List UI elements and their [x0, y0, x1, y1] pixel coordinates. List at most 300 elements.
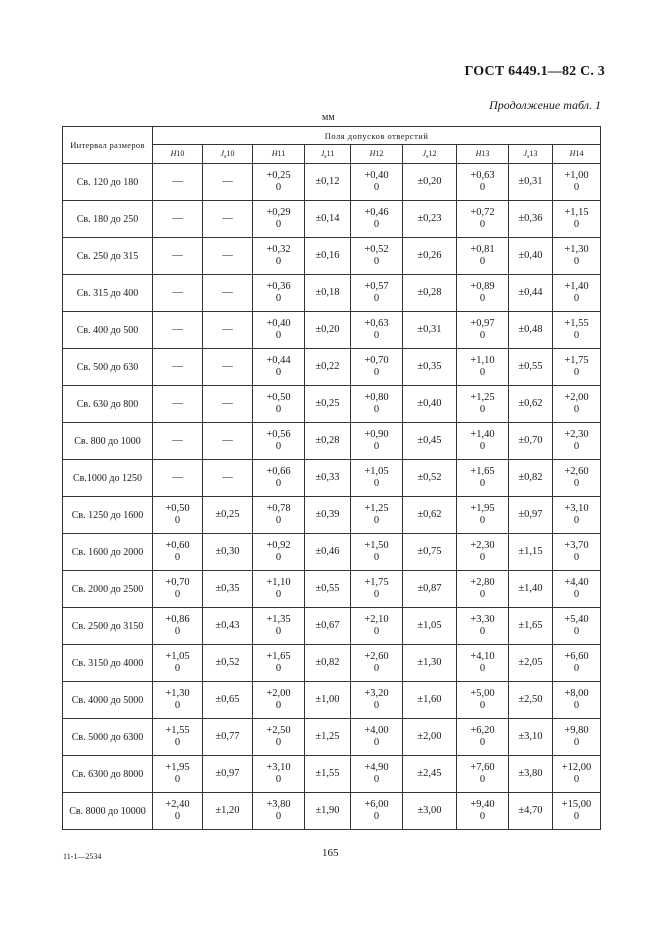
size-range-cell: Св. 800 до 1000 [63, 423, 153, 460]
deviation-cell [305, 312, 351, 349]
deviation-cell [253, 645, 305, 682]
lower-deviation: 0 [573, 663, 580, 674]
deviation-cell [509, 386, 553, 423]
deviation-cell [203, 312, 253, 349]
deviation-cell [553, 349, 601, 386]
lower-deviation: 0 [573, 811, 580, 822]
lower-deviation: 0 [275, 478, 282, 489]
lower-deviation: 0 [373, 700, 380, 711]
lower-deviation: 0 [373, 367, 380, 378]
deviation-cell [305, 534, 351, 571]
table-row [63, 756, 601, 793]
table-row [63, 682, 601, 719]
deviation-cell [153, 719, 203, 756]
upper-deviation: +1,65 [266, 651, 291, 662]
upper-deviation: — [222, 213, 233, 224]
deviation-cell [203, 682, 253, 719]
lower-deviation: 0 [275, 663, 282, 674]
size-range-cell: Св. 2000 до 2500 [63, 571, 153, 608]
lower-deviation: 0 [275, 589, 282, 600]
deviation-cell [153, 275, 203, 312]
lower-deviation: 0 [479, 515, 486, 526]
upper-deviation: — [172, 361, 183, 372]
lower-deviation: 0 [373, 737, 380, 748]
upper-deviation: +0,70 [165, 577, 190, 588]
lower-deviation: 0 [174, 663, 181, 674]
lower-deviation: 0 [373, 293, 380, 304]
deviation-cell [153, 756, 203, 793]
lower-deviation: 0 [275, 404, 282, 415]
upper-deviation: +0,57 [364, 281, 389, 292]
upper-deviation: +0,63 [364, 318, 389, 329]
deviation-cell [509, 349, 553, 386]
upper-deviation: +3,70 [564, 540, 589, 551]
lower-deviation: 0 [275, 700, 282, 711]
deviation-cell [305, 460, 351, 497]
deviation-cell [403, 460, 457, 497]
deviation-cell [253, 164, 305, 201]
upper-deviation: +8,00 [564, 688, 589, 699]
deviation-cell [305, 719, 351, 756]
upper-deviation: +0,89 [470, 281, 495, 292]
deviation-cell [203, 460, 253, 497]
upper-deviation: +1,30 [564, 244, 589, 255]
upper-deviation: +0,44 [266, 355, 291, 366]
upper-deviation: +1,50 [364, 540, 389, 551]
deviation-cell [553, 164, 601, 201]
lower-deviation: 0 [275, 293, 282, 304]
deviation-cell [509, 423, 553, 460]
deviation-cell [457, 312, 509, 349]
upper-deviation: ±1,25 [315, 731, 340, 742]
upper-deviation: ±0,25 [215, 509, 240, 520]
lower-deviation: 0 [573, 330, 580, 341]
deviation-cell [403, 349, 457, 386]
deviation-cell [457, 386, 509, 423]
table-row [63, 423, 601, 460]
lower-deviation: 0 [479, 737, 486, 748]
deviation-cell [509, 682, 553, 719]
upper-deviation: ±0,52 [417, 472, 442, 483]
upper-deviation: +3,30 [470, 614, 495, 625]
deviation-cell [553, 756, 601, 793]
deviation-cell [403, 201, 457, 238]
upper-deviation: ±0,40 [518, 250, 543, 261]
deviation-cell [153, 164, 203, 201]
column-grade: 11 [277, 148, 286, 158]
deviation-cell [509, 756, 553, 793]
upper-deviation: ±0,39 [315, 509, 340, 520]
upper-deviation: ±0,36 [518, 213, 543, 224]
upper-deviation: — [222, 324, 233, 335]
tolerance-column-header [253, 145, 305, 164]
upper-deviation: ±0,28 [417, 287, 442, 298]
lower-deviation: 0 [373, 404, 380, 415]
column-grade: 11 [326, 148, 335, 158]
deviation-cell [553, 460, 601, 497]
upper-deviation: +2,00 [266, 688, 291, 699]
upper-deviation: +0,66 [266, 466, 291, 477]
deviation-cell [153, 386, 203, 423]
deviation-cell [153, 201, 203, 238]
deviation-cell [553, 423, 601, 460]
size-range-cell: Св. 630 до 800 [63, 386, 153, 423]
deviation-cell [203, 164, 253, 201]
upper-deviation: ±0,48 [518, 324, 543, 335]
tolerance-column-header [553, 145, 601, 164]
upper-deviation: +0,97 [470, 318, 495, 329]
upper-deviation: +5,00 [470, 688, 495, 699]
upper-deviation: ±0,31 [518, 176, 543, 187]
size-range-cell: Св. 250 до 315 [63, 238, 153, 275]
upper-deviation: — [172, 287, 183, 298]
range-column-header: Интервал размеров [63, 127, 153, 164]
upper-deviation: +0,25 [266, 170, 291, 181]
upper-deviation: ±0,14 [315, 213, 340, 224]
size-range-cell: Св. 6300 до 8000 [63, 756, 153, 793]
deviation-cell [253, 534, 305, 571]
upper-deviation: ±0,87 [417, 583, 442, 594]
upper-deviation: +0,70 [364, 355, 389, 366]
deviation-cell [457, 201, 509, 238]
upper-deviation: ±4,70 [518, 805, 543, 816]
upper-deviation: — [222, 176, 233, 187]
upper-deviation: +2,10 [364, 614, 389, 625]
upper-deviation: +0,40 [266, 318, 291, 329]
size-range-cell: Св. 1250 до 1600 [63, 497, 153, 534]
lower-deviation: 0 [174, 700, 181, 711]
upper-deviation: +9,80 [564, 725, 589, 736]
lower-deviation: 0 [479, 441, 486, 452]
upper-deviation: +1,40 [564, 281, 589, 292]
upper-deviation: ±0,97 [518, 509, 543, 520]
upper-deviation: +0,63 [470, 170, 495, 181]
table-row [63, 275, 601, 312]
deviation-cell [457, 460, 509, 497]
deviation-cell [509, 793, 553, 830]
table-head [63, 127, 601, 164]
deviation-cell [253, 682, 305, 719]
deviation-cell [351, 793, 403, 830]
lower-deviation: 0 [275, 737, 282, 748]
lower-deviation: 0 [373, 219, 380, 230]
deviation-cell [509, 608, 553, 645]
deviation-cell [305, 275, 351, 312]
deviation-cell [153, 349, 203, 386]
column-grade: 14 [575, 148, 584, 158]
upper-deviation: +0,78 [266, 503, 291, 514]
lower-deviation: 0 [573, 589, 580, 600]
size-range-cell: Св. 315 до 400 [63, 275, 153, 312]
size-range-cell: Св.1000 до 1250 [63, 460, 153, 497]
deviation-cell [553, 386, 601, 423]
column-letter: H [475, 148, 482, 158]
deviation-cell [203, 497, 253, 534]
upper-deviation: — [222, 398, 233, 409]
upper-deviation: +0,32 [266, 244, 291, 255]
lower-deviation: 0 [275, 515, 282, 526]
table-row [63, 608, 601, 645]
deviation-cell [153, 497, 203, 534]
table-row [63, 201, 601, 238]
upper-deviation: +2,30 [564, 429, 589, 440]
deviation-cell [553, 682, 601, 719]
upper-deviation: +0,90 [364, 429, 389, 440]
upper-deviation: — [222, 472, 233, 483]
deviation-cell [305, 608, 351, 645]
upper-deviation: +1,05 [165, 651, 190, 662]
deviation-cell [153, 682, 203, 719]
upper-deviation: ±3,80 [518, 768, 543, 779]
upper-deviation: +0,40 [364, 170, 389, 181]
deviation-cell [457, 534, 509, 571]
upper-deviation: ±0,97 [215, 768, 240, 779]
size-range-cell: Св. 5000 до 6300 [63, 719, 153, 756]
lower-deviation: 0 [373, 663, 380, 674]
upper-deviation: ±0,35 [215, 583, 240, 594]
lower-deviation: 0 [174, 589, 181, 600]
lower-deviation: 0 [373, 478, 380, 489]
size-range-cell: Св. 1600 до 2000 [63, 534, 153, 571]
deviation-cell [457, 238, 509, 275]
column-letter: H [569, 148, 576, 158]
upper-deviation: — [222, 361, 233, 372]
deviation-cell [305, 164, 351, 201]
upper-deviation: ±0,70 [518, 435, 543, 446]
deviation-cell [403, 682, 457, 719]
upper-deviation: ±2,00 [417, 731, 442, 742]
upper-deviation: +0,36 [266, 281, 291, 292]
deviation-cell [153, 238, 203, 275]
upper-deviation: ±0,22 [315, 361, 340, 372]
deviation-cell [553, 719, 601, 756]
upper-deviation: +2,30 [470, 540, 495, 551]
upper-deviation: +1,25 [364, 503, 389, 514]
deviation-cell [509, 238, 553, 275]
deviation-cell [351, 312, 403, 349]
upper-deviation: ±0,20 [315, 324, 340, 335]
deviation-cell [351, 386, 403, 423]
deviation-cell [351, 719, 403, 756]
deviation-cell [351, 460, 403, 497]
lower-deviation: 0 [573, 478, 580, 489]
upper-deviation: ±0,20 [417, 176, 442, 187]
deviation-cell [253, 719, 305, 756]
upper-deviation: ±0,82 [518, 472, 543, 483]
upper-deviation: +6,60 [564, 651, 589, 662]
deviation-cell [305, 645, 351, 682]
deviation-cell [203, 534, 253, 571]
upper-deviation: — [172, 324, 183, 335]
upper-deviation: ±1,55 [315, 768, 340, 779]
page-number: 165 [322, 847, 339, 859]
deviation-cell [457, 497, 509, 534]
tolerance-column-header [351, 145, 403, 164]
deviation-cell [203, 719, 253, 756]
upper-deviation: +1,55 [165, 725, 190, 736]
upper-deviation: ±0,16 [315, 250, 340, 261]
deviation-cell [403, 756, 457, 793]
column-letter: J [422, 148, 427, 158]
deviation-cell [509, 645, 553, 682]
deviation-cell [403, 423, 457, 460]
deviation-cell [153, 793, 203, 830]
deviation-cell [253, 275, 305, 312]
deviation-cell [253, 201, 305, 238]
lower-deviation: 0 [373, 626, 380, 637]
deviation-cell [351, 756, 403, 793]
tolerance-column-header [509, 145, 553, 164]
deviation-cell [509, 497, 553, 534]
upper-deviation: +6,00 [364, 799, 389, 810]
lower-deviation: 0 [275, 367, 282, 378]
upper-deviation: — [222, 435, 233, 446]
upper-deviation: ±2,45 [417, 768, 442, 779]
upper-deviation: +7,60 [470, 762, 495, 773]
lower-deviation: 0 [275, 441, 282, 452]
upper-deviation: ±0,44 [518, 287, 543, 298]
upper-deviation: +5,40 [564, 614, 589, 625]
column-letter: J [220, 148, 225, 158]
deviation-cell [553, 608, 601, 645]
lower-deviation: 0 [573, 182, 580, 193]
upper-deviation: — [172, 250, 183, 261]
lower-deviation: 0 [479, 700, 486, 711]
upper-deviation: ±0,75 [417, 546, 442, 557]
deviation-cell [305, 756, 351, 793]
lower-deviation: 0 [573, 293, 580, 304]
upper-deviation: ±0,52 [215, 657, 240, 668]
upper-deviation: +2,60 [364, 651, 389, 662]
lower-deviation: 0 [373, 330, 380, 341]
deviation-cell [253, 793, 305, 830]
deviation-cell [351, 201, 403, 238]
deviation-cell [253, 349, 305, 386]
deviation-cell [305, 497, 351, 534]
deviation-cell [153, 608, 203, 645]
lower-deviation: 0 [479, 589, 486, 600]
column-grade: 12 [428, 148, 437, 158]
deviation-cell [403, 386, 457, 423]
deviation-cell [253, 756, 305, 793]
deviation-cell [457, 571, 509, 608]
lower-deviation: 0 [174, 626, 181, 637]
deviation-cell [403, 571, 457, 608]
lower-deviation: 0 [479, 256, 486, 267]
deviation-cell [509, 275, 553, 312]
lower-deviation: 0 [479, 219, 486, 230]
deviation-cell [203, 201, 253, 238]
deviation-cell [457, 608, 509, 645]
deviation-cell [203, 238, 253, 275]
upper-deviation: +12,00 [561, 762, 592, 773]
upper-deviation: +1,30 [165, 688, 190, 699]
lower-deviation: 0 [373, 811, 380, 822]
deviation-cell [457, 275, 509, 312]
deviation-cell [509, 719, 553, 756]
lower-deviation: 0 [573, 367, 580, 378]
deviation-cell [253, 497, 305, 534]
lower-deviation: 0 [573, 219, 580, 230]
upper-deviation: ±0,18 [315, 287, 340, 298]
deviation-cell [457, 645, 509, 682]
deviation-cell [457, 682, 509, 719]
document-title: ГОСТ 6449.1—82 С. 3 [464, 64, 605, 79]
lower-deviation: 0 [573, 256, 580, 267]
upper-deviation: ±1,05 [417, 620, 442, 631]
deviation-cell [153, 534, 203, 571]
deviation-cell [509, 571, 553, 608]
table-row [63, 571, 601, 608]
column-subscript: s [527, 153, 530, 160]
upper-deviation: ±0,23 [417, 213, 442, 224]
lower-deviation: 0 [373, 552, 380, 563]
column-grade: 10 [226, 148, 235, 158]
table-row [63, 386, 601, 423]
lower-deviation: 0 [479, 478, 486, 489]
deviation-cell [553, 793, 601, 830]
table-row [63, 534, 601, 571]
deviation-cell [457, 349, 509, 386]
upper-deviation: ±0,33 [315, 472, 340, 483]
upper-deviation: +0,52 [364, 244, 389, 255]
upper-deviation: +0,29 [266, 207, 291, 218]
upper-deviation: +15,00 [561, 799, 592, 810]
upper-deviation: +1,75 [564, 355, 589, 366]
deviation-cell [153, 571, 203, 608]
upper-deviation: +3,20 [364, 688, 389, 699]
table-continuation-note: Продолжение табл. 1 [489, 98, 601, 112]
deviation-cell [509, 534, 553, 571]
lower-deviation: 0 [174, 737, 181, 748]
lower-deviation: 0 [479, 293, 486, 304]
upper-deviation: +4,00 [364, 725, 389, 736]
upper-deviation: ±0,25 [315, 398, 340, 409]
tolerance-column-header [305, 145, 351, 164]
column-letter: H [271, 148, 278, 158]
upper-deviation: +3,10 [266, 762, 291, 773]
deviation-cell [203, 349, 253, 386]
deviation-cell [351, 423, 403, 460]
deviation-cell [457, 423, 509, 460]
deviation-cell [351, 534, 403, 571]
table-row [63, 460, 601, 497]
column-letter: J [320, 148, 325, 158]
size-range-cell: Св. 2500 до 3150 [63, 608, 153, 645]
upper-deviation: — [172, 435, 183, 446]
upper-deviation: +2,60 [564, 466, 589, 477]
deviation-cell [305, 201, 351, 238]
deviation-cell [403, 645, 457, 682]
lower-deviation: 0 [573, 552, 580, 563]
upper-deviation: +1,95 [470, 503, 495, 514]
deviation-cell [253, 238, 305, 275]
lower-deviation: 0 [275, 552, 282, 563]
lower-deviation: 0 [573, 515, 580, 526]
upper-deviation: +1,25 [470, 392, 495, 403]
deviation-cell [553, 312, 601, 349]
lower-deviation: 0 [275, 219, 282, 230]
upper-deviation: +0,50 [165, 503, 190, 514]
deviation-cell [553, 571, 601, 608]
upper-deviation: — [222, 287, 233, 298]
deviation-cell [351, 608, 403, 645]
size-range-cell: Св. 500 до 630 [63, 349, 153, 386]
column-grade: 12 [375, 148, 384, 158]
upper-deviation: +3,10 [564, 503, 589, 514]
upper-deviation: +0,80 [364, 392, 389, 403]
deviation-cell [403, 608, 457, 645]
